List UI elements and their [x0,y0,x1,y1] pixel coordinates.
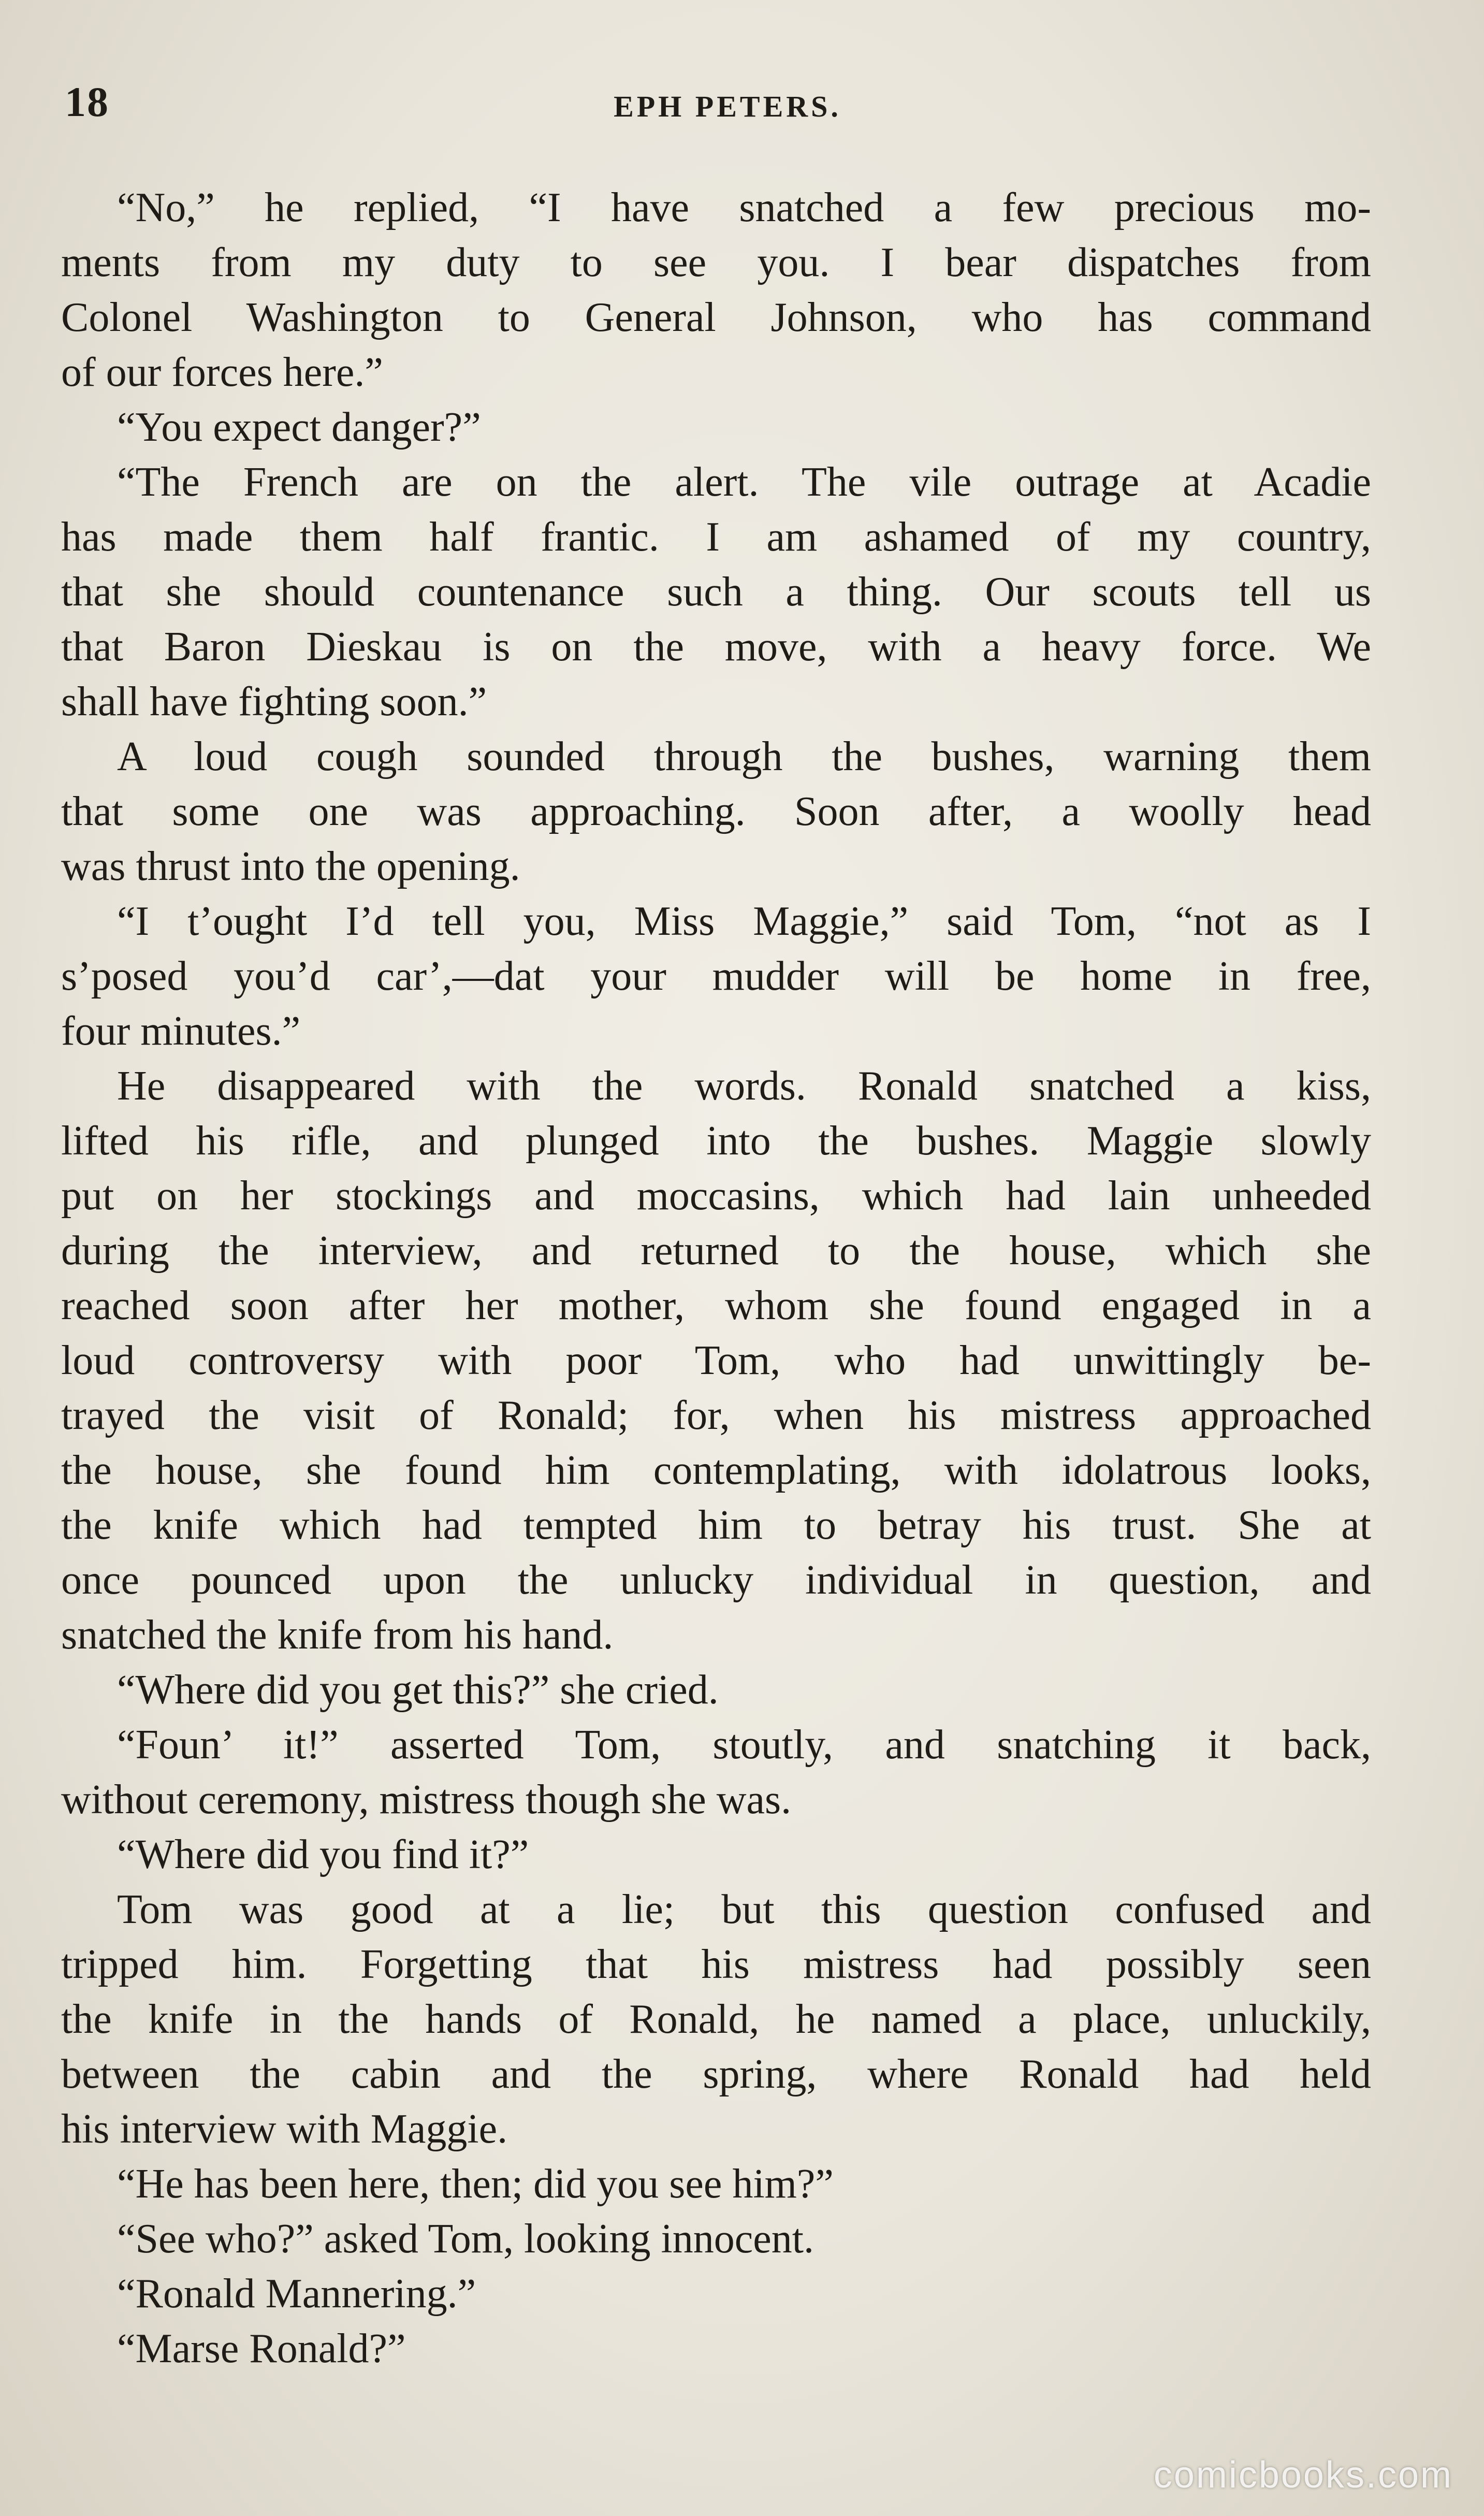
page-header [65,78,1390,135]
text-line: has made them half frantic. I am ashamed of my country, [61,514,1371,560]
text-line: lifted his rifle, and plunged into the bushes. Maggie slowly [61,1118,1371,1164]
text-line: tripped him. Forgetting that his mistress had possibly seen [61,1942,1371,1987]
text-line: between the cabin and the spring, where Ronald had held [61,2051,1371,2097]
running-head: EPH PETERS. [614,90,841,123]
text-line: snatched the knife from his hand. [61,1612,614,1658]
text-line: put on her stockings and moccasins, which had lain unheeded [61,1173,1371,1219]
body-text [61,180,1371,2376]
text-line: “Ronald Mannering.” [117,2271,476,2317]
text-line: ments from my duty to see you. I bear dispatches from [61,240,1371,285]
text-line: loud controversy with poor Tom, who had unwittingly be- [61,1338,1371,1383]
text-line: the house, she found him contemplating, with idolatrous looks, [61,1448,1371,1493]
text-line: his interview with Maggie. [61,2106,508,2152]
text-line: “No,” he replied, “I have snatched a few precious mo- [117,185,1371,230]
watermark: comicbooks.com [1153,2454,1453,2496]
text-line: “Where did you find it?” [117,1832,529,1877]
text-line: “Foun’ it!” asserted Tom, stoutly, and snatching it back, [117,1722,1371,1768]
text-line: “The French are on the alert. The vile outrage at Acadie [117,459,1371,505]
text-line: “Where did you get this?” she cried. [117,1667,719,1713]
page-number: 18 [65,78,109,125]
text-line: that Baron Dieskau is on the move, with a heavy force. We [61,624,1371,670]
text-line: that some one was approaching. Soon after, a woolly head [61,789,1371,834]
text-line: of our forces here.” [61,350,383,395]
text-line: s’posed you’d car’,—dat your mudder will be home in free, [61,953,1371,999]
text-line: Tom was good at a lie; but this question confused and [117,1887,1371,1932]
text-line: was thrust into the opening. [61,844,520,889]
text-line: “You expect danger?” [117,404,481,450]
text-line: that she should countenance such a thing. Our scouts tell us [61,569,1371,615]
text-line: “He has been here, then; did you see him?” [117,2161,834,2207]
text-line: “See who?” asked Tom, looking innocent. [117,2216,814,2262]
text-line: trayed the visit of Ronald; for, when his mistress approached [61,1393,1371,1438]
text-line: He disappeared with the words. Ronald snatched a kiss, [117,1063,1371,1109]
text-line: without ceremony, mistress though she was. [61,1777,792,1823]
text-line: the knife which had tempted him to betray his trust. She at [61,1502,1371,1548]
text-line: once pounced upon the unlucky individual in question, and [61,1557,1371,1603]
text-line: during the interview, and returned to the house, which she [61,1228,1371,1274]
text-line: shall have fighting soon.” [61,679,487,725]
text-line: four minutes.” [61,1008,301,1054]
text-line: “I t’ought I’d tell you, Miss Maggie,” said Tom, “not as I [117,899,1371,944]
text-line: A loud cough sounded through the bushes, warning them [117,734,1371,779]
text-line: “Marse Ronald?” [117,2326,406,2372]
text-line: the knife in the hands of Ronald, he named a place, unluckily, [61,1997,1371,2042]
text-line: reached soon after her mother, whom she found engaged in a [61,1283,1371,1328]
text-line: Colonel Washington to General Johnson, who has command [61,295,1371,340]
